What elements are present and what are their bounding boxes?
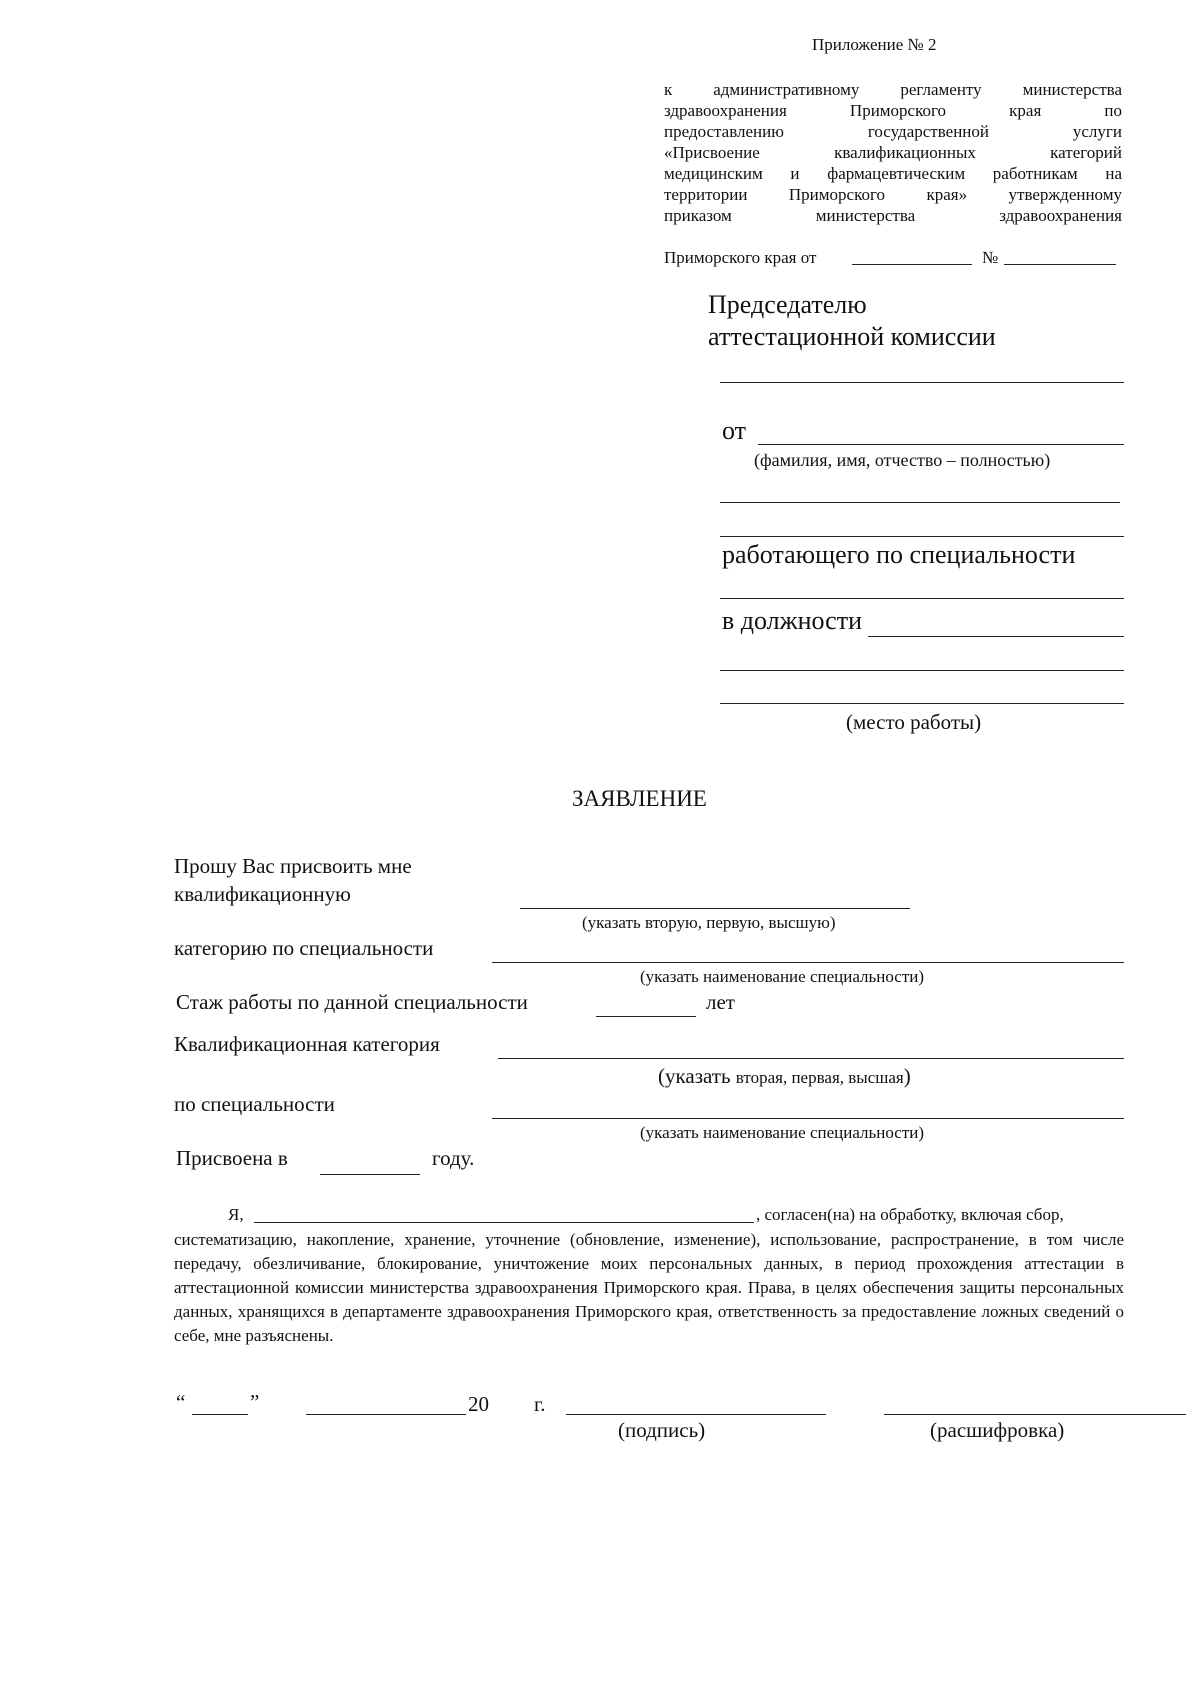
appendix-text xyxy=(664,79,1122,226)
assigned-label: Присвоена в xyxy=(176,1146,288,1170)
from-label: от xyxy=(722,416,747,445)
applicant-name-field-3[interactable] xyxy=(720,536,1124,537)
category-field[interactable] xyxy=(520,908,910,909)
addressee-line-2: аттестационной комиссии xyxy=(708,322,996,351)
position-label: в должности xyxy=(722,606,862,635)
appendix-line: «Присвоение квалификационных категорий xyxy=(664,143,1122,162)
consent-first-line-rest: , согласен(на) на обработку, включая сбор, xyxy=(756,1205,1064,1224)
category-specialty-field[interactable] xyxy=(492,962,1124,963)
signature-field[interactable] xyxy=(566,1414,826,1415)
experience-label: Стаж работы по данной специальности xyxy=(176,990,528,1014)
year-prefix: 20 xyxy=(468,1392,489,1416)
current-category-hint xyxy=(658,1064,911,1089)
request-line-2: квалификационную xyxy=(174,882,351,906)
applicant-name-field-2[interactable] xyxy=(720,502,1120,503)
consent-lead: Я, xyxy=(228,1205,244,1224)
appendix-title: Приложение № 2 xyxy=(812,35,937,54)
assigned-year-field[interactable] xyxy=(320,1174,420,1175)
specialty-label: работающего по специальности xyxy=(722,540,1076,569)
applicant-name-field[interactable] xyxy=(758,444,1124,445)
appendix-line: к административному регламенту министерства xyxy=(664,80,1122,99)
by-specialty-label: по специальности xyxy=(174,1092,335,1116)
appendix-line: приказом министерства здравоохранения xyxy=(664,206,1122,225)
workplace-hint: (место работы) xyxy=(846,710,982,734)
number-sign: № xyxy=(982,248,999,267)
appendix-last-line: Приморского края от xyxy=(664,248,817,267)
order-date-field[interactable] xyxy=(852,264,972,265)
current-category-hint-rest: вторая, первая, высшая xyxy=(735,1068,904,1087)
quote-close: ” xyxy=(250,1390,260,1414)
consent-name-field[interactable] xyxy=(254,1222,754,1223)
day-field[interactable] xyxy=(192,1414,248,1415)
commission-chair-field[interactable] xyxy=(720,382,1124,383)
request-line-1: Прошу Вас присвоить мне xyxy=(174,854,412,878)
current-category-field[interactable] xyxy=(498,1058,1124,1059)
specialty-field[interactable] xyxy=(720,598,1124,599)
signature-hint: (подпись) xyxy=(618,1418,706,1442)
specialty-hint-1: (указать наименование специальности) xyxy=(640,967,925,986)
form-title: ЗАЯВЛЕНИЕ xyxy=(572,786,707,811)
position-field-2[interactable] xyxy=(720,670,1124,671)
decoding-field[interactable] xyxy=(884,1414,1186,1415)
current-category-hint-prefix: (указать xyxy=(658,1064,731,1088)
consent-body: систематизацию, накопление, хранение, уточнение (обновление, изменение), использование, распространение, в том числе передачу, обезличивание, блокирование, уничтожение моих персональных данных, в период прохождения аттестации в аттестационной комиссии министерства здравоохранения Приморского края. Права, в целях обеспечения защиты персональных данных, хранящихся в департаменте здравоохранения Приморского края, ответственность за предоставление ложных сведений о себе, мне разъяснены. xyxy=(174,1230,1124,1345)
appendix-line: медицинским и фармацевтическим работникам на xyxy=(664,164,1122,183)
year-suffix: г. xyxy=(534,1392,546,1416)
experience-field[interactable] xyxy=(596,1016,696,1017)
quote-open: “ xyxy=(176,1390,186,1414)
order-number-field[interactable] xyxy=(1004,264,1116,265)
current-category-hint-close: ) xyxy=(903,1064,911,1088)
appendix-line: территории Приморского края» утвержденному xyxy=(664,185,1122,204)
position-field[interactable] xyxy=(868,636,1124,637)
month-field[interactable] xyxy=(306,1414,466,1415)
workplace-field[interactable] xyxy=(720,703,1124,704)
appendix-line: предоставлению государственной услуги xyxy=(664,122,1122,141)
addressee-line-1: Председателю xyxy=(708,290,867,319)
year-label: году. xyxy=(432,1146,475,1170)
current-category-label: Квалификационная категория xyxy=(174,1032,440,1056)
decoding-hint: (расшифровка) xyxy=(930,1418,1065,1442)
fio-hint: (фамилия, имя, отчество – полностью) xyxy=(754,450,1051,470)
years-label: лет xyxy=(706,990,735,1014)
appendix-line: здравоохранения Приморского края по xyxy=(664,101,1122,120)
category-specialty-label: категорию по специальности xyxy=(174,936,434,960)
by-specialty-field[interactable] xyxy=(492,1118,1124,1119)
specialty-hint-2: (указать наименование специальности) xyxy=(640,1123,925,1142)
category-hint: (указать вторую, первую, высшую) xyxy=(582,913,836,932)
